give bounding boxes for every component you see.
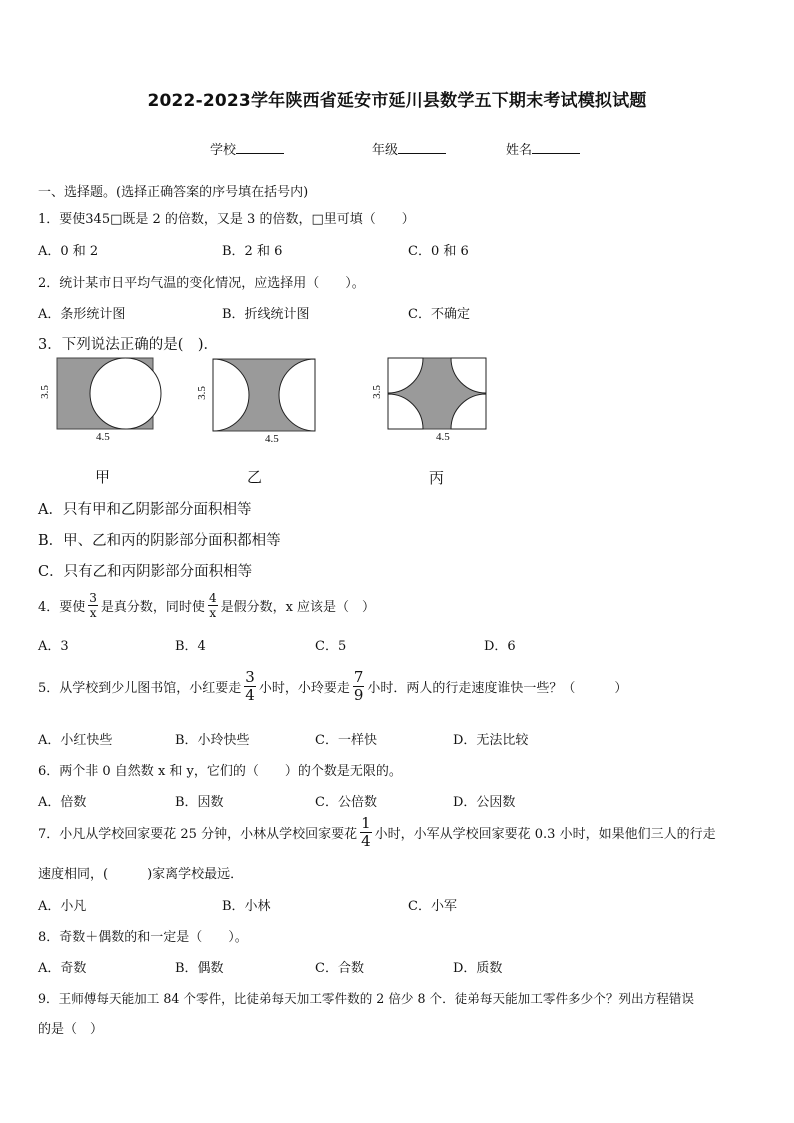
figure-bing-height: 3.5 [370, 385, 383, 399]
figure-bing [372, 355, 497, 450]
q5-option-d: D．无法比较 [453, 733, 529, 748]
q8-option-b: B．偶数 [175, 961, 224, 976]
figure-yi-diagram [197, 356, 322, 451]
question-9-line1: 9．王师傅每天能加工 84 个零件，比徒弟每天加工零件数的 2 倍少 8 个．徒弟每天能加工零件多少个？列出方程错误 [38, 991, 694, 1006]
q4-option-d: D．6 [484, 639, 516, 654]
q5-mid: 小时，小玲要走 [258, 681, 350, 696]
figure-bing-label: 丙 [429, 469, 445, 487]
question-5-text [38, 670, 627, 703]
figure-jia [40, 356, 165, 446]
q8-option-d: D．质数 [453, 961, 503, 976]
question-8-text: 8．奇数＋偶数的和一定是（ ）。 [38, 930, 248, 945]
figure-jia-width: 4.5 [96, 431, 110, 443]
grade-blank [398, 141, 446, 154]
q3-option-c: C．只有乙和丙阴影部分面积相等 [38, 564, 253, 580]
q5-f1-num: 3 [245, 668, 255, 686]
q5-option-b: B．小玲快些 [175, 733, 250, 748]
question-6-text: 6．两个非 0 自然数 x 和 y，它们的（ ）的个数是无限的。 [38, 764, 402, 779]
q7-pre: 7．小凡从学校回家要花 25 分钟，小林从学校回家要花 [38, 827, 358, 842]
q5-option-a: A．小红快些 [38, 733, 113, 748]
q5-f2-num: 7 [353, 668, 364, 686]
section-heading: 一、选择题。(选择正确答案的序号填在括号内) [38, 185, 309, 200]
question-4-text [38, 592, 375, 619]
q1-option-b: B．2 和 6 [222, 244, 283, 259]
q4-f2-num: 4 [208, 591, 217, 605]
q4-f1-num: 3 [89, 591, 97, 605]
q4-post: 是假分数，x 应该是（ ） [220, 600, 376, 615]
q7-option-a: A．小凡 [38, 899, 87, 914]
q4-f2-den: x [209, 606, 217, 620]
grade-field [372, 139, 446, 158]
q4-fraction-2 [208, 592, 218, 619]
school-field [210, 139, 284, 158]
q6-option-b: B．因数 [175, 795, 224, 810]
q2-option-b: B．折线统计图 [222, 307, 310, 322]
school-blank [236, 141, 284, 154]
figure-yi-width: 4.5 [265, 433, 279, 445]
figure-yi-label: 乙 [247, 468, 263, 486]
page-title: 2022-2023学年陕西省延安市延川县数学五下期末考试模拟试题 [147, 91, 647, 111]
figure-bing-width: 4.5 [436, 431, 450, 443]
q7-f-num: 1 [361, 814, 371, 832]
question-3-text: 3．下列说法正确的是( )． [38, 337, 219, 353]
q4-option-b: B．4 [175, 639, 206, 654]
name-blank [532, 141, 580, 154]
q7-f-den: 4 [361, 832, 371, 850]
q6-option-c: C．公倍数 [315, 795, 377, 810]
q5-fraction-1 [244, 670, 256, 703]
q8-option-a: A．奇数 [38, 961, 87, 976]
figure-yi-height: 3.5 [195, 386, 208, 400]
figure-bing-diagram [372, 355, 497, 450]
q4-f1-den: x [89, 606, 97, 620]
figure-yi [197, 356, 322, 451]
name-field [506, 139, 580, 158]
q1-option-a: A．0 和 2 [38, 244, 99, 259]
q4-option-a: A．3 [38, 639, 69, 654]
q4-pre: 4．要使 [38, 600, 86, 615]
q6-option-a: A．倍数 [38, 795, 87, 810]
q5-fraction-2 [353, 670, 365, 703]
question-9-line2: 的是（ ） [38, 1022, 104, 1037]
q6-option-d: D．公因数 [453, 795, 516, 810]
q5-f2-den: 9 [353, 686, 364, 704]
q7-option-c: C．小军 [408, 899, 457, 914]
q7-post: 小时，小军从学校回家要花 0.3 小时，如果他们三人的行走 [374, 827, 716, 842]
q3-option-a: A．只有甲和乙阴影部分面积相等 [38, 502, 252, 518]
q2-option-c: C．不确定 [408, 307, 470, 322]
q3-option-b: B．甲、乙和丙的阴影部分面积都相等 [38, 533, 281, 549]
grade-label: 年级 [372, 143, 399, 158]
q8-option-c: C．合数 [315, 961, 364, 976]
school-label: 学校 [210, 143, 237, 158]
q5-pre: 5．从学校到少儿图书馆，小红要走 [38, 681, 242, 696]
question-2-text: 2．统计某市日平均气温的变化情况，应选择用（ ）。 [38, 276, 365, 291]
q5-option-c: C．一样快 [315, 733, 377, 748]
question-1-text: 1．要使345□既是 2 的倍数，又是 3 的倍数，□里可填（ ） [38, 212, 415, 227]
q4-fraction-1 [88, 592, 98, 619]
name-label: 姓名 [506, 143, 533, 158]
q2-option-a: A．条形统计图 [38, 307, 126, 322]
q4-mid: 是真分数，同时使 [100, 600, 205, 615]
q1-option-c: C．0 和 6 [408, 244, 469, 259]
question-7-text [38, 816, 716, 849]
q5-f1-den: 4 [245, 686, 255, 704]
q7-fraction [360, 816, 372, 849]
q7-option-b: B．小林 [222, 899, 271, 914]
figure-jia-height: 3.5 [38, 385, 51, 399]
figure-jia-label: 甲 [95, 468, 111, 486]
q4-option-c: C．5 [315, 639, 347, 654]
q5-post: 小时．两人的行走速度谁快一些？（ ） [367, 681, 628, 696]
question-7-line2: 速度相同，( )家离学校最远． [38, 867, 244, 882]
